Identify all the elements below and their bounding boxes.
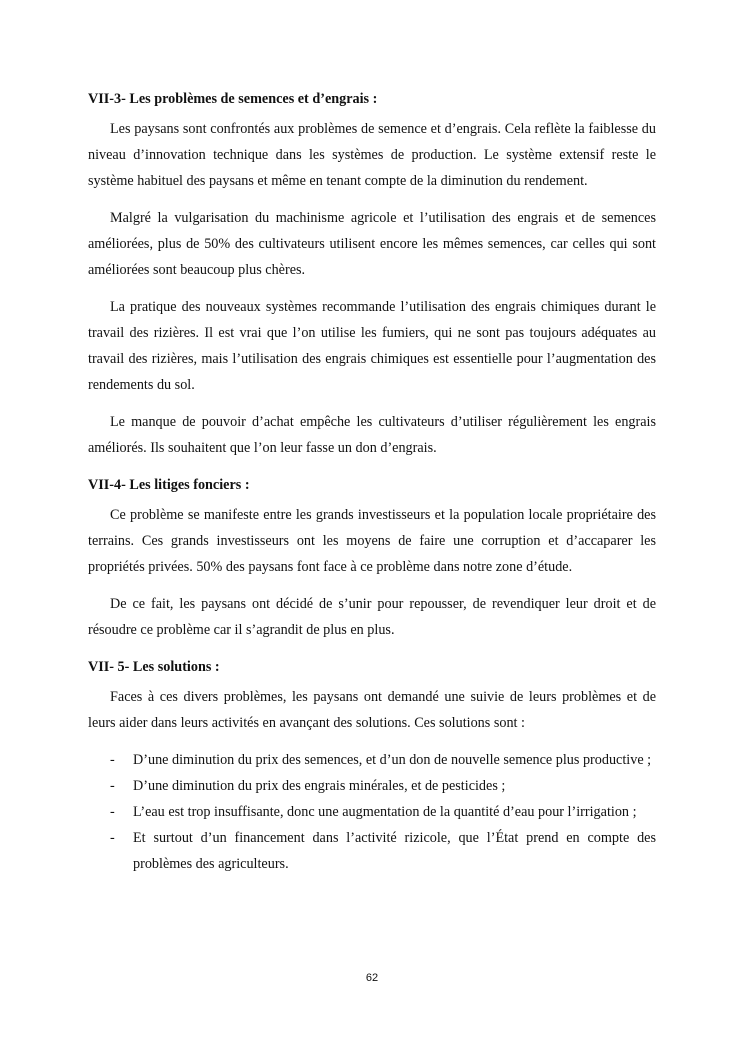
bullet-dash: - (110, 778, 115, 794)
paragraph: Faces à ces divers problèmes, les paysans ont demandé une suivie de leurs problèmes et de leurs aider dans leurs activités en avançant des solutions. Ces solutions sont : (88, 689, 656, 731)
list-item (88, 773, 656, 799)
list-item (88, 747, 656, 773)
bullet-dash: - (110, 830, 115, 846)
paragraph: La pratique des nouveaux systèmes recommande l’utilisation des engrais chimiques durant le travail des rizières. Il est vrai que l’on utilise les fumiers, qui ne sont pas toujours adéquates au travail des rizières, mais l’utilisation des engrais chimiques est essentielle pour l’augmentation des rendements du sol. (88, 299, 656, 393)
paragraph: Ce problème se manifeste entre les grands investisseurs et la population locale propriétaire des terrains. Ces grands investisseurs ont les moyens de faire une corruption et d’accaparer les propriétés privées. 50% des paysans font face à ce problème dans notre zone d’étude. (88, 507, 656, 575)
paragraph: De ce fait, les paysans ont décidé de s’unir pour repousser, de revendiquer leur droit et de résoudre ce problème car il s’agrandit de plus en plus. (88, 596, 656, 638)
list-item-text: D’une diminution du prix des semences, et d’un don de nouvelle semence plus productive ; (133, 752, 652, 768)
section-heading-solutions: VII- 5- Les solutions : (88, 659, 220, 675)
list-item-text: D’une diminution du prix des engrais minérales, et de pesticides ; (133, 778, 506, 794)
section-heading-seeds-fertilizers: VII-3- Les problèmes de semences et d’engrais : (88, 91, 378, 107)
paragraph: Les paysans sont confrontés aux problèmes de semence et d’engrais. Cela reflète la faiblesse du niveau d’innovation technique dans les systèmes de production. Le système extensif reste le système habituel des paysans et même en tenant compte de la diminution du rendement. (88, 121, 656, 189)
list-item (88, 799, 656, 825)
section-heading-land-disputes: VII-4- Les litiges fonciers : (88, 477, 250, 493)
list-item (88, 825, 656, 877)
paragraph: Le manque de pouvoir d’achat empêche les cultivateurs d’utiliser régulièrement les engrais améliorés. Ils souhaitent que l’on leur fasse un don d’engrais. (88, 414, 656, 456)
list-item-text: Et surtout d’un financement dans l’activité rizicole, que l’État prend en compte des problèmes des agriculteurs. (133, 830, 656, 872)
paragraph: Malgré la vulgarisation du machinisme agricole et l’utilisation des engrais et de semences améliorées, plus de 50% des cultivateurs utilisent encore les mêmes semences, car celles qui sont améliorées sont beaucoup plus chères. (88, 210, 656, 278)
page-number: 62 (365, 972, 379, 984)
bullet-dash: - (110, 752, 115, 768)
solutions-list (88, 747, 656, 877)
document-page (88, 86, 656, 877)
list-item-text: L’eau est trop insuffisante, donc une augmentation de la quantité d’eau pour l’irrigation ; (133, 804, 637, 820)
bullet-dash: - (110, 804, 115, 820)
